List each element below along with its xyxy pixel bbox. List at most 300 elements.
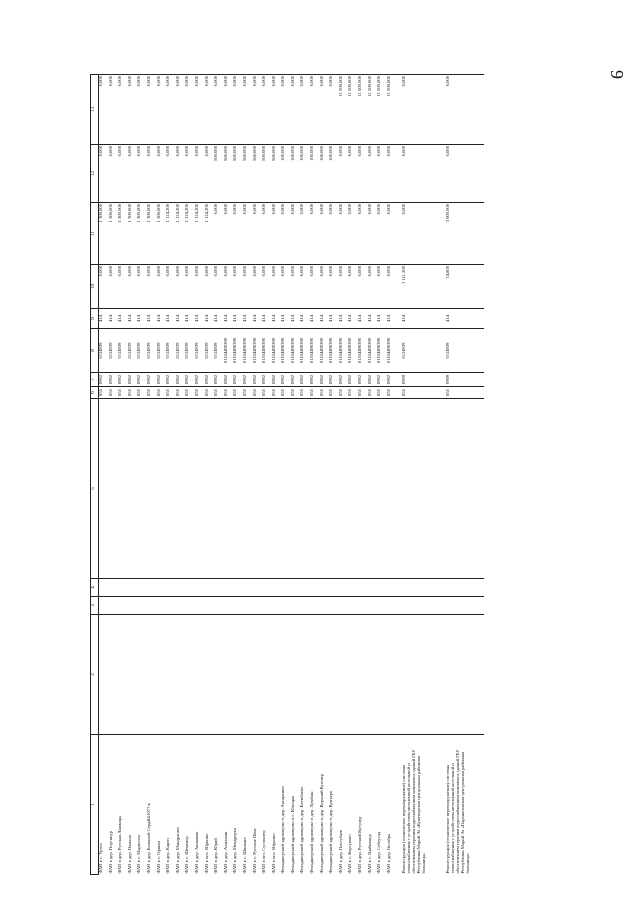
- column-header-12: 12: [91, 145, 99, 203]
- cell-empty: [214, 615, 224, 735]
- cell-name: ФАП в дер. Ахманаш: [224, 735, 234, 875]
- cell-c7: 0902: [176, 373, 186, 387]
- cell-c9: 414: [446, 309, 484, 329]
- cell-empty: [310, 399, 320, 579]
- cell-c13: 0,000: [402, 75, 440, 145]
- cell-c12: 500,000: [243, 145, 253, 203]
- cell-c7: 0902: [205, 373, 215, 387]
- cell-c9: 414: [358, 309, 368, 329]
- cell-c13: 0,000: [291, 75, 301, 145]
- cell-empty: [329, 597, 339, 615]
- cell-empty: [272, 615, 282, 735]
- table-row: [377, 75, 387, 875]
- cell-c9: 414: [377, 309, 387, 329]
- cell-empty: [281, 579, 291, 597]
- cell-c7: 0902: [157, 373, 167, 387]
- cell-c8: 0114939: [99, 329, 109, 373]
- cell-c11: 0,000: [243, 203, 253, 265]
- cell-c12: 0,000: [377, 145, 387, 203]
- table-row: [446, 75, 484, 875]
- cell-c13: 11 500,000: [339, 75, 349, 145]
- cell-empty: [272, 597, 282, 615]
- cell-empty: [128, 399, 138, 579]
- cell-c11: 1 300,000: [109, 203, 119, 265]
- cell-c13: 11 500,000: [377, 75, 387, 145]
- cell-c10: 0,000: [214, 265, 224, 309]
- cell-c13: 0,000: [262, 75, 272, 145]
- cell-empty: [368, 399, 378, 579]
- cell-c11: 0,000: [233, 203, 243, 265]
- table-row: [348, 75, 358, 875]
- cell-c6: 855: [368, 387, 378, 399]
- cell-c10: 0,000: [310, 265, 320, 309]
- column-header-3: 3: [91, 597, 99, 615]
- cell-c12: 0,000: [339, 145, 349, 203]
- cell-c12: 0,000: [99, 145, 109, 203]
- cell-c13: 0,000: [253, 75, 263, 145]
- cell-c12: 0,000: [205, 145, 215, 203]
- cell-c9: 414: [147, 309, 157, 329]
- cell-empty: [310, 579, 320, 597]
- cell-c9: 414: [348, 309, 358, 329]
- cell-empty: [329, 399, 339, 579]
- table-row: [118, 75, 128, 875]
- cell-c11: 0,000: [291, 203, 301, 265]
- budget-table-sheet: [90, 75, 550, 875]
- cell-name: ФАП в дер. Пяжала: [128, 735, 138, 875]
- cell-empty: [339, 597, 349, 615]
- cell-c7: 0902: [99, 373, 109, 387]
- cell-name: ФАП в дер. Большой Серд&#1077;к: [147, 735, 157, 875]
- cell-c10: 0,000: [253, 265, 263, 309]
- cell-c6: 855: [329, 387, 339, 399]
- cell-c6: 855: [118, 387, 128, 399]
- cell-empty: [224, 597, 234, 615]
- column-header-5: 5: [91, 399, 99, 579]
- cell-c11: 0,000: [214, 203, 224, 265]
- cell-empty: [377, 399, 387, 579]
- cell-empty: [157, 615, 167, 735]
- cell-c7: 0902: [243, 373, 253, 387]
- cell-name: ФАП в с. Шиньша: [243, 735, 253, 875]
- table-row: [243, 75, 253, 875]
- cell-empty: [320, 615, 330, 735]
- cell-empty: [157, 597, 167, 615]
- column-header-6: 6: [91, 387, 99, 399]
- cell-c11: 1 300,000: [157, 203, 167, 265]
- cell-c11: 0,000: [387, 203, 397, 265]
- cell-empty: [243, 579, 253, 597]
- cell-c10: 0,000: [205, 265, 215, 309]
- cell-empty: [185, 597, 195, 615]
- cell-empty: [214, 597, 224, 615]
- cell-c11: 1 124,200: [166, 203, 176, 265]
- cell-c8: 0114939: [118, 329, 128, 373]
- cell-name: ФАП в пгт. Суслонгер: [262, 735, 272, 875]
- cell-c6: 855: [320, 387, 330, 399]
- cell-c9: 414: [205, 309, 215, 329]
- cell-empty: [205, 399, 215, 579]
- cell-empty: [147, 597, 157, 615]
- cell-c10: 0,000: [339, 265, 349, 309]
- cell-c10: 0,000: [348, 265, 358, 309]
- cell-empty: [348, 615, 358, 735]
- cell-c13: 0,000: [166, 75, 176, 145]
- cell-c10: 0,000: [387, 265, 397, 309]
- cell-name: ФАП в дер. Мандрагаш: [176, 735, 186, 875]
- cell-c6: 855: [137, 387, 147, 399]
- cell-c8: 0114939: [157, 329, 167, 373]
- cell-name: ФАП в дер. Кареп: [166, 735, 176, 875]
- cell-c6: 855: [358, 387, 368, 399]
- cell-name: Фельдшерский здравпункт в с. Юксары: [291, 735, 301, 875]
- cell-c8: 01104490390: [339, 329, 349, 373]
- table-body: [99, 75, 485, 875]
- column-header-2: 2: [91, 615, 99, 735]
- cell-c9: 414: [185, 309, 195, 329]
- cell-c7: 0902: [281, 373, 291, 387]
- cell-empty: [128, 579, 138, 597]
- cell-c9: 414: [214, 309, 224, 329]
- cell-name: Фельдшерский здравпункт в дер. Елембаево: [300, 735, 310, 875]
- cell-name: ФАП в дер. Себеусад: [377, 735, 387, 875]
- cell-name: Фельдшерский здравпункт в дер. Лумбаш: [310, 735, 320, 875]
- cell-empty: [118, 597, 128, 615]
- cell-empty: [253, 579, 263, 597]
- cell-c11: 1 124,200: [195, 203, 205, 265]
- cell-empty: [320, 399, 330, 579]
- cell-name: ФАП в дер. Русский Кугунур: [358, 735, 368, 875]
- cell-c10: 0,000: [368, 265, 378, 309]
- table-row: [157, 75, 167, 875]
- cell-empty: [291, 615, 301, 735]
- cell-c7: 0902: [128, 373, 138, 387]
- cell-c7: 0902: [291, 373, 301, 387]
- cell-c9: 414: [402, 309, 440, 329]
- cell-empty: [224, 579, 234, 597]
- cell-empty: [233, 597, 243, 615]
- table-row: [147, 75, 157, 875]
- cell-c8: 0114939: [446, 329, 484, 373]
- cell-empty: [205, 615, 215, 735]
- cell-c7: 0902: [118, 373, 128, 387]
- cell-c9: 414: [128, 309, 138, 329]
- cell-name: ФАП в с. Марисола: [137, 735, 147, 875]
- cell-empty: [368, 579, 378, 597]
- cell-c10: 0,000: [272, 265, 282, 309]
- cell-c11: 0,000: [262, 203, 272, 265]
- cell-c12: 0,000: [348, 145, 358, 203]
- cell-empty: [99, 597, 109, 615]
- cell-empty: [224, 399, 234, 579]
- cell-c13: 0,000: [147, 75, 157, 145]
- cell-c11: 0,000: [329, 203, 339, 265]
- cell-c12: 500,000: [224, 145, 234, 203]
- cell-c10: 0,000: [99, 265, 109, 309]
- cell-c7: 0902: [368, 373, 378, 387]
- cell-c13: 11 500,000: [348, 75, 358, 145]
- table-row: [185, 75, 195, 875]
- cell-empty: [147, 399, 157, 579]
- cell-c11: 1 300,000: [147, 203, 157, 265]
- cell-name: ФАП в дер. Октябрь: [387, 735, 397, 875]
- cell-name: Фельдшерский здравпункт в дер. Верхний Кугенер: [320, 735, 330, 875]
- cell-c11: 3 000,000: [446, 203, 484, 265]
- cell-empty: [147, 615, 157, 735]
- table-row: [402, 75, 440, 875]
- cell-empty: [224, 615, 234, 735]
- cell-c7: 0909: [402, 373, 440, 387]
- table-row: [387, 75, 397, 875]
- cell-empty: [118, 579, 128, 597]
- cell-empty: [166, 597, 176, 615]
- cell-c13: 0,000: [185, 75, 195, 145]
- cell-c10: 0,000: [291, 265, 301, 309]
- cell-empty: [291, 579, 301, 597]
- cell-c6: 855: [291, 387, 301, 399]
- cell-empty: [358, 615, 368, 735]
- cell-c10: 74,800: [446, 265, 484, 309]
- cell-empty: [339, 579, 349, 597]
- cell-c10: 0,000: [300, 265, 310, 309]
- cell-c6: 855: [300, 387, 310, 399]
- table-row: [176, 75, 186, 875]
- cell-c6: 855: [109, 387, 119, 399]
- cell-c9: 414: [272, 309, 282, 329]
- cell-empty: [262, 597, 272, 615]
- cell-c11: 0,000: [348, 203, 358, 265]
- cell-empty: [272, 399, 282, 579]
- cell-c6: 855: [224, 387, 234, 399]
- cell-c10: 0,000: [281, 265, 291, 309]
- cell-empty: [176, 579, 186, 597]
- cell-name: ФАП в с. Шеменер: [185, 735, 195, 875]
- cell-c9: 414: [157, 309, 167, 329]
- cell-c6: 855: [128, 387, 138, 399]
- cell-c11: 0,000: [224, 203, 234, 265]
- cell-empty: [377, 597, 387, 615]
- cell-empty: [185, 579, 195, 597]
- cell-c7: 0902: [320, 373, 330, 387]
- cell-c8: 0114939: [185, 329, 195, 373]
- cell-c10: 0,000: [243, 265, 253, 309]
- cell-c9: 414: [137, 309, 147, 329]
- cell-c12: 500,000: [233, 145, 243, 203]
- cell-empty: [137, 597, 147, 615]
- cell-empty: [109, 597, 119, 615]
- column-header-13: 13: [91, 75, 99, 145]
- cell-c13: 0,000: [320, 75, 330, 145]
- cell-empty: [253, 597, 263, 615]
- cell-c6: 855: [176, 387, 186, 399]
- cell-empty: [137, 615, 147, 735]
- cell-empty: [368, 597, 378, 615]
- cell-c6: 855: [185, 387, 195, 399]
- cell-empty: [300, 597, 310, 615]
- cell-c8: 01104490390: [377, 329, 387, 373]
- cell-c12: 100,000: [300, 145, 310, 203]
- cell-empty: [185, 399, 195, 579]
- cell-empty: [157, 399, 167, 579]
- cell-c8: 01104490390: [329, 329, 339, 373]
- cell-c9: 414: [243, 309, 253, 329]
- cell-c8: 01104490390: [272, 329, 282, 373]
- cell-c12: 0,000: [128, 145, 138, 203]
- cell-empty: [310, 615, 320, 735]
- cell-c6: 855: [339, 387, 349, 399]
- cell-empty: [446, 399, 484, 579]
- cell-c10: 0,000: [185, 265, 195, 309]
- cell-c12: 0,000: [185, 145, 195, 203]
- cell-c9: 414: [291, 309, 301, 329]
- cell-empty: [281, 399, 291, 579]
- cell-empty: [348, 579, 358, 597]
- cell-empty: [262, 579, 272, 597]
- cell-c8: 01104490390: [291, 329, 301, 373]
- cell-c6: 855: [310, 387, 320, 399]
- cell-c12: 0,000: [402, 145, 440, 203]
- cell-empty: [214, 579, 224, 597]
- cell-c8: 0114939: [195, 329, 205, 373]
- table-row: [137, 75, 147, 875]
- column-header-8: 8: [91, 329, 99, 373]
- cell-empty: [402, 615, 440, 735]
- cell-c8: 01104490390: [281, 329, 291, 373]
- cell-c11: 1 300,000: [137, 203, 147, 265]
- cell-c10: 0,000: [377, 265, 387, 309]
- table-header-row: [91, 75, 99, 875]
- cell-empty: [281, 597, 291, 615]
- cell-empty: [358, 579, 368, 597]
- cell-empty: [329, 615, 339, 735]
- cell-empty: [281, 615, 291, 735]
- cell-empty: [109, 615, 119, 735]
- cell-c12: 0,000: [137, 145, 147, 203]
- cell-c6: 855: [99, 387, 109, 399]
- cell-c12: 100,000: [281, 145, 291, 203]
- cell-c9: 414: [99, 309, 109, 329]
- cell-c13: 0,000: [109, 75, 119, 145]
- table-row: [214, 75, 224, 875]
- cell-empty: [300, 399, 310, 579]
- cell-name: ФАП в дер. Портикур: [109, 735, 119, 875]
- cell-c10: 0,000: [224, 265, 234, 309]
- cell-empty: [109, 579, 119, 597]
- cell-c6: 855: [387, 387, 397, 399]
- cell-c8: 01104490390: [368, 329, 378, 373]
- cell-c11: 0,000: [402, 203, 440, 265]
- cell-c8: 01104490390: [224, 329, 234, 373]
- cell-c11: 1 300,000: [128, 203, 138, 265]
- cell-c12: 0,000: [195, 145, 205, 203]
- table-row: [128, 75, 138, 875]
- cell-c12: 500,000: [253, 145, 263, 203]
- cell-c13: 0,000: [128, 75, 138, 145]
- cell-empty: [176, 615, 186, 735]
- cell-c7: 0902: [262, 373, 272, 387]
- cell-c12: 500,000: [272, 145, 282, 203]
- cell-c13: 0,000: [233, 75, 243, 145]
- cell-c13: 0,000: [214, 75, 224, 145]
- cell-name: ФАП в с. Кортуково: [348, 735, 358, 875]
- table-row: [233, 75, 243, 875]
- cell-empty: [195, 615, 205, 735]
- cell-name: Фельдшерский здравпункт в дер. Кумъерь: [329, 735, 339, 875]
- table-row: [262, 75, 272, 875]
- cell-c6: 855: [195, 387, 205, 399]
- cell-c7: 0902: [339, 373, 349, 387]
- cell-empty: [339, 399, 349, 579]
- cell-name: ФАП в с. Русские Шои: [253, 735, 263, 875]
- cell-c8: 0114939: [137, 329, 147, 373]
- cell-name: ФАП в дер. Пектубаев: [339, 735, 349, 875]
- cell-c10: 0,000: [262, 265, 272, 309]
- table-row: [224, 75, 234, 875]
- cell-name: ФАП в с. Цыбикнур: [368, 735, 378, 875]
- table-row: [300, 75, 310, 875]
- cell-c7: 0902: [358, 373, 368, 387]
- cell-c6: 855: [205, 387, 215, 399]
- cell-c9: 414: [233, 309, 243, 329]
- cell-c12: 500,000: [262, 145, 272, 203]
- cell-c13: 0,000: [205, 75, 215, 145]
- cell-c8: 01104490390: [310, 329, 320, 373]
- cell-c11: 1 124,200: [205, 203, 215, 265]
- table-row: [358, 75, 368, 875]
- budget-table: [90, 74, 484, 875]
- cell-c12: 0,000: [446, 145, 484, 203]
- cell-c9: 414: [329, 309, 339, 329]
- cell-name: ФАП в дер. Авшаваж: [195, 735, 205, 875]
- cell-empty: [300, 615, 310, 735]
- cell-empty: [358, 399, 368, 579]
- cell-empty: [253, 615, 263, 735]
- cell-empty: [348, 597, 358, 615]
- cell-c7: 0902: [185, 373, 195, 387]
- cell-name: ФАП в дер. Русская Ляжмарь: [118, 735, 128, 875]
- cell-name: ФАП в с. Уртеа: [99, 735, 109, 875]
- cell-c6: 855: [446, 387, 484, 399]
- cell-c6: 855: [262, 387, 272, 399]
- cell-c6: 855: [272, 387, 282, 399]
- cell-c10: 0,000: [109, 265, 119, 309]
- cell-c12: 500,000: [214, 145, 224, 203]
- cell-empty: [329, 579, 339, 597]
- cell-c8: 0114939: [109, 329, 119, 373]
- cell-empty: [291, 597, 301, 615]
- cell-empty: [387, 399, 397, 579]
- cell-empty: [402, 399, 440, 579]
- cell-c8: 0114939: [128, 329, 138, 373]
- cell-empty: [262, 615, 272, 735]
- cell-empty: [128, 615, 138, 735]
- cell-c9: 414: [118, 309, 128, 329]
- cell-empty: [291, 399, 301, 579]
- cell-c11: 1 124,200: [176, 203, 186, 265]
- cell-c7: 0909: [446, 373, 484, 387]
- table-row: [205, 75, 215, 875]
- cell-c12: 100,000: [329, 145, 339, 203]
- table-row: [320, 75, 330, 875]
- cell-c9: 414: [310, 309, 320, 329]
- cell-c6: 855: [377, 387, 387, 399]
- cell-c7: 0902: [147, 373, 157, 387]
- cell-c9: 414: [176, 309, 186, 329]
- cell-c13: 11 500,000: [358, 75, 368, 145]
- cell-c10: 0,000: [195, 265, 205, 309]
- cell-c9: 414: [387, 309, 397, 329]
- cell-empty: [377, 579, 387, 597]
